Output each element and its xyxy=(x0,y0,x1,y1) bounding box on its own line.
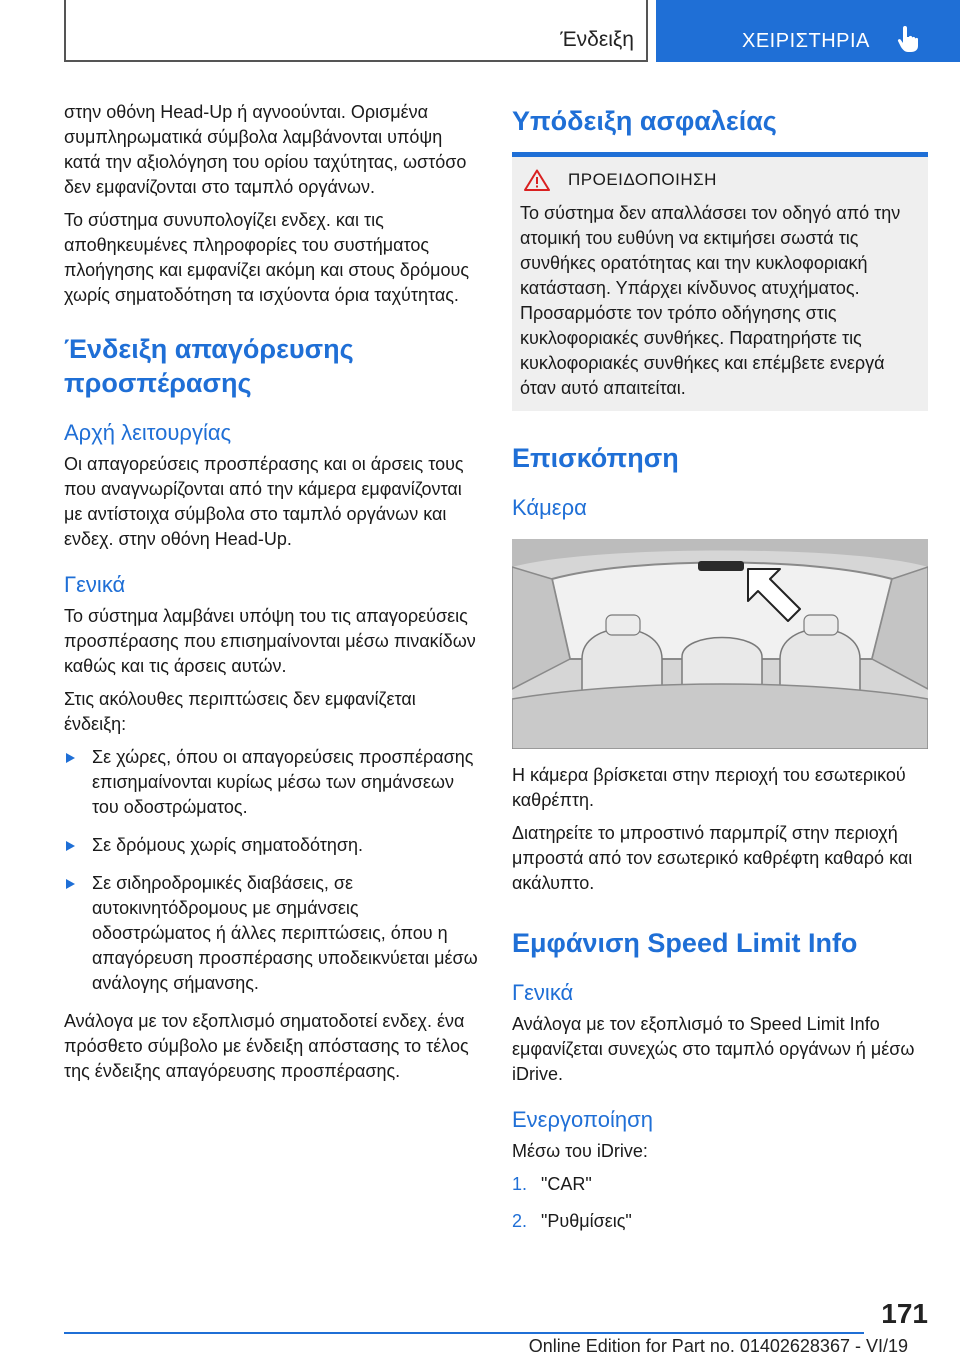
header-section-title: Ένδειξη xyxy=(560,28,634,51)
subheading-principle: Αρχή λειτουργίας xyxy=(64,420,232,445)
general-paragraph-1: Το σύστημα λαμβάνει υπόψη του τις απαγορεύσεις προσπέρασης που επισημαίνονται μέσω πινακίδων καθώς και τις άρσεις αυτών. xyxy=(64,606,476,676)
step-number: 1. xyxy=(512,1174,528,1194)
left-column xyxy=(64,100,480,1092)
triangle-bullet-icon xyxy=(66,841,75,851)
footer-rule xyxy=(64,1332,864,1334)
triangle-bullet-icon xyxy=(66,879,75,889)
step-label: "CAR" xyxy=(541,1174,592,1194)
heading-overtaking-display: Ένδειξη απαγόρευσης προσπέρασης xyxy=(64,334,354,398)
list-item xyxy=(64,745,480,820)
step-label: "Ρυθμίσεις" xyxy=(541,1211,632,1231)
list-item-text: Σε δρόμους χωρίς σηματοδότηση. xyxy=(92,835,364,855)
heading-overview: Επισκόπηση xyxy=(512,443,679,473)
warning-header xyxy=(524,169,920,191)
step-number: 2. xyxy=(512,1211,528,1231)
camera-location-illustration xyxy=(512,539,928,749)
principle-paragraph: Οι απαγορεύσεις προσπέρασης και οι άρσεις τους που αναγνωρίζονται από την κάμερα εμφανίζονται με αντίστοιχα σύμβολα στο ταμπλό οργάνων και ενδεχ. στην οθόνη Head-Up. xyxy=(64,454,464,549)
subheading-activation: Ενεργοποίηση xyxy=(512,1107,653,1132)
triangle-bullet-icon xyxy=(66,753,75,763)
intro-paragraph-1: στην οθόνη Head-Up ή αγνοούνται. Ορισμένα συμπληρωματικά σύμβολα λαμβάνονται υπόψη κατά την αξιολόγηση του ορίου ταχύτητας, ωστόσο δεν εμφανίζονται στο ταμπλό οργάνων. xyxy=(64,102,467,197)
footer-edition: Online Edition for Part no. 01402628367 - VI/19 xyxy=(528,1336,908,1356)
heading-safety-note: Υπόδειξη ασφαλείας xyxy=(512,106,777,136)
step-item xyxy=(512,1209,928,1234)
warning-title: ΠΡΟΕΙΔΟΠΟΙΗΣΗ xyxy=(568,170,717,189)
header-section-box xyxy=(64,0,648,62)
list-item xyxy=(64,833,480,858)
camera-paragraph-2: Διατηρείτε το μπροστινό παρμπρίζ στην περιοχή μπροστά από τον εσωτερικό καθρέφτη καθαρό και ακάλυπτο. xyxy=(512,823,913,893)
general-paragraph-2: Στις ακόλουθες περιπτώσεις δεν εμφανίζεται ένδειξη: xyxy=(64,689,416,734)
hand-pointer-icon xyxy=(896,24,922,54)
warning-text: Το σύστημα δεν απαλλάσσει τον οδηγό από την ατομική του ευθύνη να εκτιμήσει σωστά τις συνθήκες ορατότητας και την κυκλοφοριακή κατάσταση. Υπάρχει κίνδυνος ατυχήματος. Προσαρμόστε τον τρόπο οδήγησης στις κυκλοφοριακές συνθήκες. Παρατηρήστε τις κυκλοφοριακές συνθήκες και επέμβετε ενεργά όταν αυτό απαιτείται. xyxy=(520,203,901,398)
list-item-text: Σε σιδηροδρομικές διαβάσεις, σε αυτοκινητόδρομους με σημάνσεις οδοστρώματος ή άλλες περιπτώσεις, όπου η απαγόρευση προσπέρασης υποδεικνύεται μέσω ανάλογης σήμανσης. xyxy=(92,873,478,993)
list-item xyxy=(64,871,480,996)
subheading-general: Γενικά xyxy=(64,572,126,597)
warning-box xyxy=(512,152,928,411)
subheading-general-right: Γενικά xyxy=(512,980,574,1005)
camera-paragraph-1: Η κάμερα βρίσκεται στην περιοχή του εσωτερικού καθρέπτη. xyxy=(512,765,906,810)
activation-steps xyxy=(512,1172,928,1234)
speed-limit-general-paragraph: Ανάλογα με τον εξοπλισμό το Speed Limit Info εμφανίζεται συνεχώς στο ταμπλό οργάνων ή μέσω iDrive. xyxy=(512,1014,915,1084)
intro-paragraph-2: Το σύστημα συνυπολογίζει ενδεχ. και τις αποθηκευμένες πληροφορίες του συστήματος πλοήγησης και εμφανίζει ακόμη και στους δρόμους χωρίς σηματοδότηση τα ισχύοντα όρια ταχύτητας. xyxy=(64,210,470,305)
activation-paragraph: Μέσω του iDrive: xyxy=(512,1141,648,1161)
right-column xyxy=(512,100,928,1246)
header-chapter-label: ΧΕΙΡΙΣΤΗΡΙΑ xyxy=(742,30,870,52)
page-number: 171 xyxy=(881,1298,928,1329)
warning-triangle-icon xyxy=(524,169,550,191)
exceptions-list xyxy=(64,745,480,996)
step-item xyxy=(512,1172,928,1197)
heading-speed-limit-info: Εμφάνιση Speed Limit Info xyxy=(512,928,858,958)
list-item-text: Σε χώρες, όπου οι απαγορεύσεις προσπέρασης επισημαίνονται κυρίως μέσω των σημάνσεων του οδοστρώματος. xyxy=(92,747,474,817)
closing-paragraph: Ανάλογα με τον εξοπλισμό σηματοδοτεί ενδεχ. ένα πρόσθετο σύμβολο με ένδειξη απόστασης το τέλος της ένδειξης απαγόρευσης προσπέρασης. xyxy=(64,1011,469,1081)
subheading-camera: Κάμερα xyxy=(512,495,587,520)
